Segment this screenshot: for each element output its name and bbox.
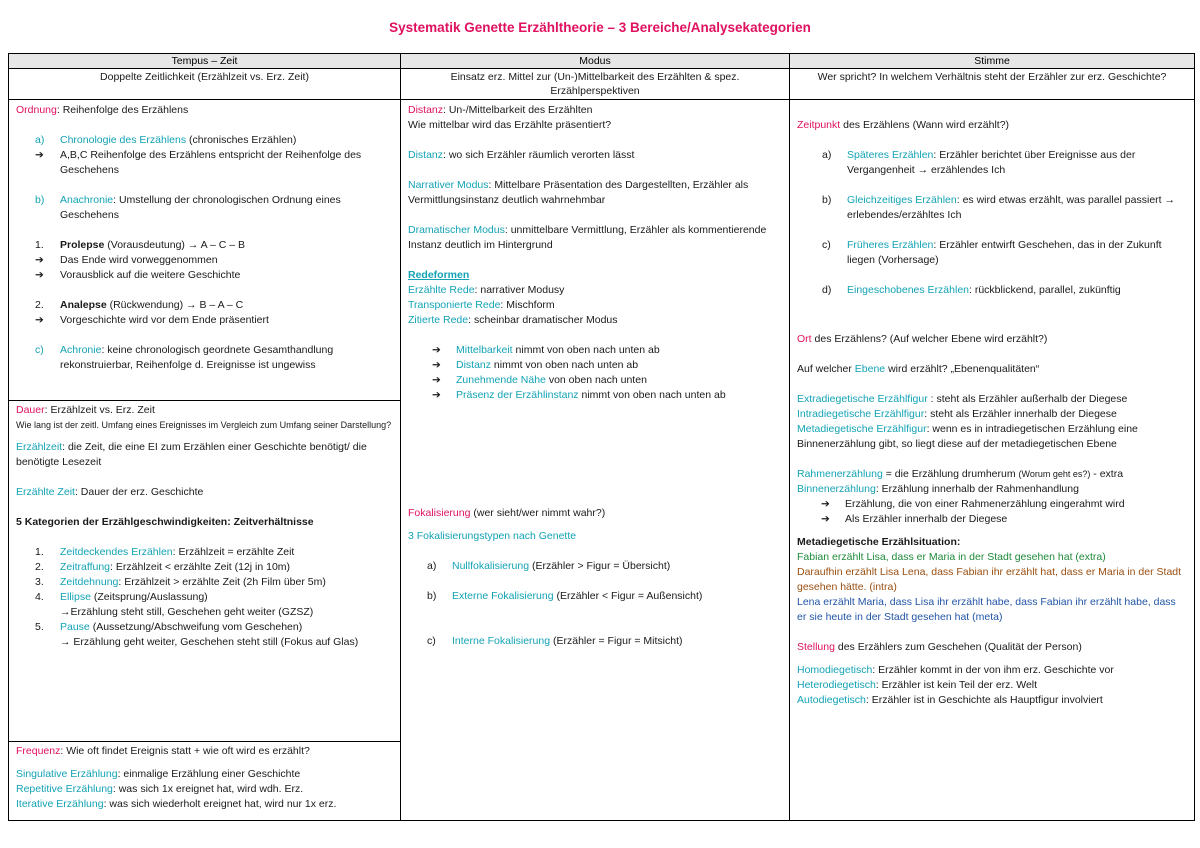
section-ordnung: Ordnung: Reihenfolge des Erzählens a) Chronologie des Erzählens (chronisches Erzählen) ➔ A,B,C Reihenfolge des Erzählens entspricht der Reihenfolge des Geschehens b) Anachronie: Umstellung der chronologischen Ordnung eines Geschehens 1. Prolepse (Vorausdeutung) → A – C – B ➔ Das Ende wird vorweggenommen ➔ Vorausblick auf die weitere Geschichte 2. Analepse (Rückwendung) → B – A – C ➔ Vorgeschichte wird vor dem Ende präsentiert c) Achronie: keine chronologisch geordnete Gesamthandlung rekonstruierbar, Reihenfolge d. Ereignisse ist ungewiss xyxy=(9,101,400,401)
column-stimme xyxy=(790,54,1194,820)
arrow-right-icon: ➔ xyxy=(432,344,441,356)
list-item: ➔ Als Erzähler innerhalb der Diegese xyxy=(821,513,1008,525)
arrow-right-icon: ➔ xyxy=(821,498,830,510)
analysis-table xyxy=(8,53,1195,821)
list-item: ➔ Vorgeschichte wird vor dem Ende präsentiert xyxy=(35,314,269,326)
list-item: ➔ Distanz nimmt von oben nach unten ab xyxy=(432,359,639,371)
list-item: b) Externe Fokalisierung (Erzähler < Figur = Außensicht) xyxy=(427,590,703,602)
column-tempus xyxy=(9,54,401,820)
list-item: 1. Zeitdeckendes Erzählen: Erzählzeit = erzählte Zeit xyxy=(35,546,295,558)
list-item: c) Achronie: keine chronologisch geordnete Gesamthandlung rekonstruierbar, Reihenfolge d. Ereignisse ist ungewiss xyxy=(35,344,334,371)
list-item: a) Nullfokalisierung (Erzähler > Figur = Übersicht) xyxy=(427,560,671,572)
section-frequenz: Frequenz: Wie oft findet Ereignis statt + wie oft wird es erzählt? Singulative Erzählung: einmalige Erzählung einer Geschichte Repetitive Erzählung: was sich 1x ereignet hat, wird wdh. Erz. Iterative Erzählung: was sich wiederholt ereignet hat, wird nur 1x erz. xyxy=(16,745,337,810)
column-header-stimme: Stimme xyxy=(790,54,1194,69)
list-item: ➔ Zunehmende Nähe von oben nach unten xyxy=(432,374,647,386)
list-item: b) Anachronie: Umstellung der chronologischen Ordnung eines Geschehens xyxy=(35,194,341,221)
list-item: 5. Pause (Aussetzung/Abschweifung vom Geschehen) xyxy=(35,621,303,633)
list-item: a) Späteres Erzählen: Erzähler berichtet über Ereignisse aus der Vergangenheit → erzählendes Ich xyxy=(822,149,1136,176)
list-item: 2. Analepse (Rückwendung) → B – A – C xyxy=(35,299,244,311)
term-ordnung: Ordnung xyxy=(16,104,57,116)
list-item: c) Früheres Erzählen: Erzähler entwirft Geschehen, das in der Zukunft liegen (Vorhersage) xyxy=(822,239,1162,266)
column-subheader-modus: Einsatz erz. Mittel zur (Un-)Mittelbarkeit des Erzählten & spez. Erzählperspektiven xyxy=(401,69,789,100)
arrow-right-icon: ➔ xyxy=(35,254,44,266)
list-item: a) Chronologie des Erzählens (chronisches Erzählen) xyxy=(35,134,297,146)
arrow-right-icon: ➔ xyxy=(35,269,44,281)
list-item: ➔ Mittelbarkeit nimmt von oben nach unten ab xyxy=(432,344,660,356)
column-subheader-stimme: Wer spricht? In welchem Verhältnis steht der Erzähler zur erz. Geschichte? xyxy=(790,69,1194,100)
page-title: Systematik Genette Erzähltheorie – 3 Bereiche/Analysekategorien xyxy=(389,20,811,35)
list-item: ➔ Das Ende wird vorweggenommen xyxy=(35,254,218,266)
list-item: c) Interne Fokalisierung (Erzähler = Figur = Mitsicht) xyxy=(427,635,683,647)
arrow-right-icon: ➔ xyxy=(432,374,441,386)
list-item: d) Eingeschobenes Erzählen: rückblickend, parallel, zukünftig xyxy=(822,284,1121,296)
list-item: b) Gleichzeitiges Erzählen: es wird etwas erzählt, was parallel passiert → erlebendes/erzähltes Ich xyxy=(822,194,1175,221)
list-item: 1. Prolepse (Vorausdeutung) → A – C – B xyxy=(35,239,246,251)
arrow-right-icon: ➔ xyxy=(821,513,830,525)
arrow-right-icon: ➔ xyxy=(35,149,44,161)
list-item: ➔ Erzählung, die von einer Rahmenerzählung eingerahmt wird xyxy=(821,498,1125,510)
column-header-tempus: Tempus – Zeit xyxy=(9,54,400,69)
list-item: 2. Zeitraffung: Erzählzeit < erzählte Zeit (12j in 10m) xyxy=(35,561,291,573)
section-dauer: Dauer: Erzählzeit vs. Erz. Zeit Wie lang ist der zeitl. Umfang eines Ereignisses im Vergleich zum Umfang seiner Darstellung? Erzählzeit: die Zeit, die eine EI zum Erzählen einer Geschichte benötigt/ die benötigte Lesezeit Erzählte Zeit: Dauer der erz. Geschichte 5 Kategorien der Erzählgeschwindigkeiten: Zeitverhältnisse 1. Zeitdeckendes Erzählen: Erzählzeit = erzählte Zeit 2. Zeitraffung: Erzählzeit < erzählte Zeit (12j in 10m) 3. Zeitdehnung: Erzählzeit > erzählte Zeit (2h Film über 5m) 4. Ellipse (Zeitsprung/Auslassung) →Erzählung steht still, Geschehen geht weiter (GZSZ) 5. Pause (Aussetzung/Abschweifung vom Geschehen) → Erzählung geht weiter, Geschehen steht still (Fokus auf Glas) xyxy=(9,401,400,742)
list-item: ➔ Vorausblick auf die weitere Geschichte xyxy=(35,269,241,281)
section-modus: Distanz: Un-/Mittelbarkeit des Erzählten Wie mittelbar wird das Erzählte präsentiert? Distanz: wo sich Erzähler räumlich verorten lässt Narrativer Modus: Mittelbare Präsentation des Dargestellten, Erzähler als Vermittlungsinstanz deutlich wahrnehmbar Dramatischer Modus: unmittelbare Vermittlung, Erzähler als kommentierende Instanz deutlich im Hintergrund Redeformen Erzählte Rede: narrativer Modusy Transponierte Rede: Mischform Zitierte Rede: scheinbar dramatischer Modus ➔ Mittelbarkeit nimmt von oben nach unten ab ➔ Distanz nimmt von oben nach unten ab ➔ Zunehmende Nähe von oben nach unten ➔ Präsenz der Erzählinstanz nimmt von oben nach unten ab Fokalisierung (wer sieht/wer nimmt wahr?) 3 Fokalisierungstypen nach Genette a) Nullfokalisierung (Erzähler > Figur = Übersicht) b) Externe Fokalisierung (Erzähler < Figur = Außensicht) c) Interne Fokalisierung (Erzähler = Figur = Mitsicht) xyxy=(401,101,789,820)
term-dauer: Dauer xyxy=(16,404,45,416)
arrow-right-icon: ➔ xyxy=(35,314,44,326)
column-subheader-tempus: Doppelte Zeitlichkeit (Erzählzeit vs. Erz. Zeit) xyxy=(9,69,400,100)
list-item: ➔ Präsenz der Erzählinstanz nimmt von oben nach unten ab xyxy=(432,389,726,401)
column-modus xyxy=(401,54,790,820)
list-item: ➔ A,B,C Reihenfolge des Erzählens entspricht der Reihenfolge des Geschehens xyxy=(35,149,362,176)
term-frequenz: Frequenz xyxy=(16,745,61,757)
arrow-right-icon: ➔ xyxy=(432,359,441,371)
list-item: 4. Ellipse (Zeitsprung/Auslassung) xyxy=(35,591,208,603)
list-item: 3. Zeitdehnung: Erzählzeit > erzählte Zeit (2h Film über 5m) xyxy=(35,576,326,588)
section-stimme: Zeitpunkt des Erzählens (Wann wird erzählt?) a) Späteres Erzählen: Erzähler berichtet über Ereignisse aus der Vergangenheit → erzählendes Ich b) Gleichzeitiges Erzählen: es wird etwas erzählt, was parallel passiert → erlebendes/erzähltes Ich c) Früheres Erzählen: Erzähler entwirft Geschehen, das in der Zukunft liegen (Vorhersage) d) Eingeschobenes Erzählen: rückblickend, parallel, zukünftig Ort des Erzählens? (Auf welcher Ebene wird erzählt?) Auf welcher Ebene wird erzählt? „Ebenenqualitäten“ Extradiegetische Erzählfigur : steht als Erzähler außerhalb der Diegese Intradiegetische Erzählfigur: steht als Erzähler innerhalb der Diegese Metadiegetische Erzählfigur: wenn es in intradiegetischen Erzählung eine Binnenerzählung gibt, so liegt diese auf der metadiegetischen Ebene Rahmenerzählung = die Erzählung drumherum (Worum geht es?) - extra Binnenerzählung: Erzählung innerhalb der Rahmenhandlung ➔ Erzählung, die von einer Rahmenerzählung eingerahmt wird ➔ Als Erzähler innerhalb der Diegese Metadiegetische Erzählsituation: Fabian erzählt Lisa, dass er Maria in der Stadt gesehen hat (extra) Daraufhin erzählt Lisa Lena, dass Fabian ihr erzählt hat, dass er Maria in der Stadt gesehen hätte. (intra) Lena erzählt Maria, dass Lisa ihr erzählt habe, dass Fabian ihr erzählt habe, dass er sie heute in der Stadt gesehen hat (meta) Stellung des Erzählers zum Geschehen (Qualität der Person) Homodiegetisch: Erzähler kommt in der von ihm erz. Geschichte vor Heterodiegetisch: Erzähler ist kein Teil der erz. Welt Autodiegetisch: Erzähler ist in Geschichte als Hauptfigur involviert xyxy=(790,101,1194,820)
arrow-right-icon: ➔ xyxy=(432,389,441,401)
column-header-modus: Modus xyxy=(401,54,789,69)
